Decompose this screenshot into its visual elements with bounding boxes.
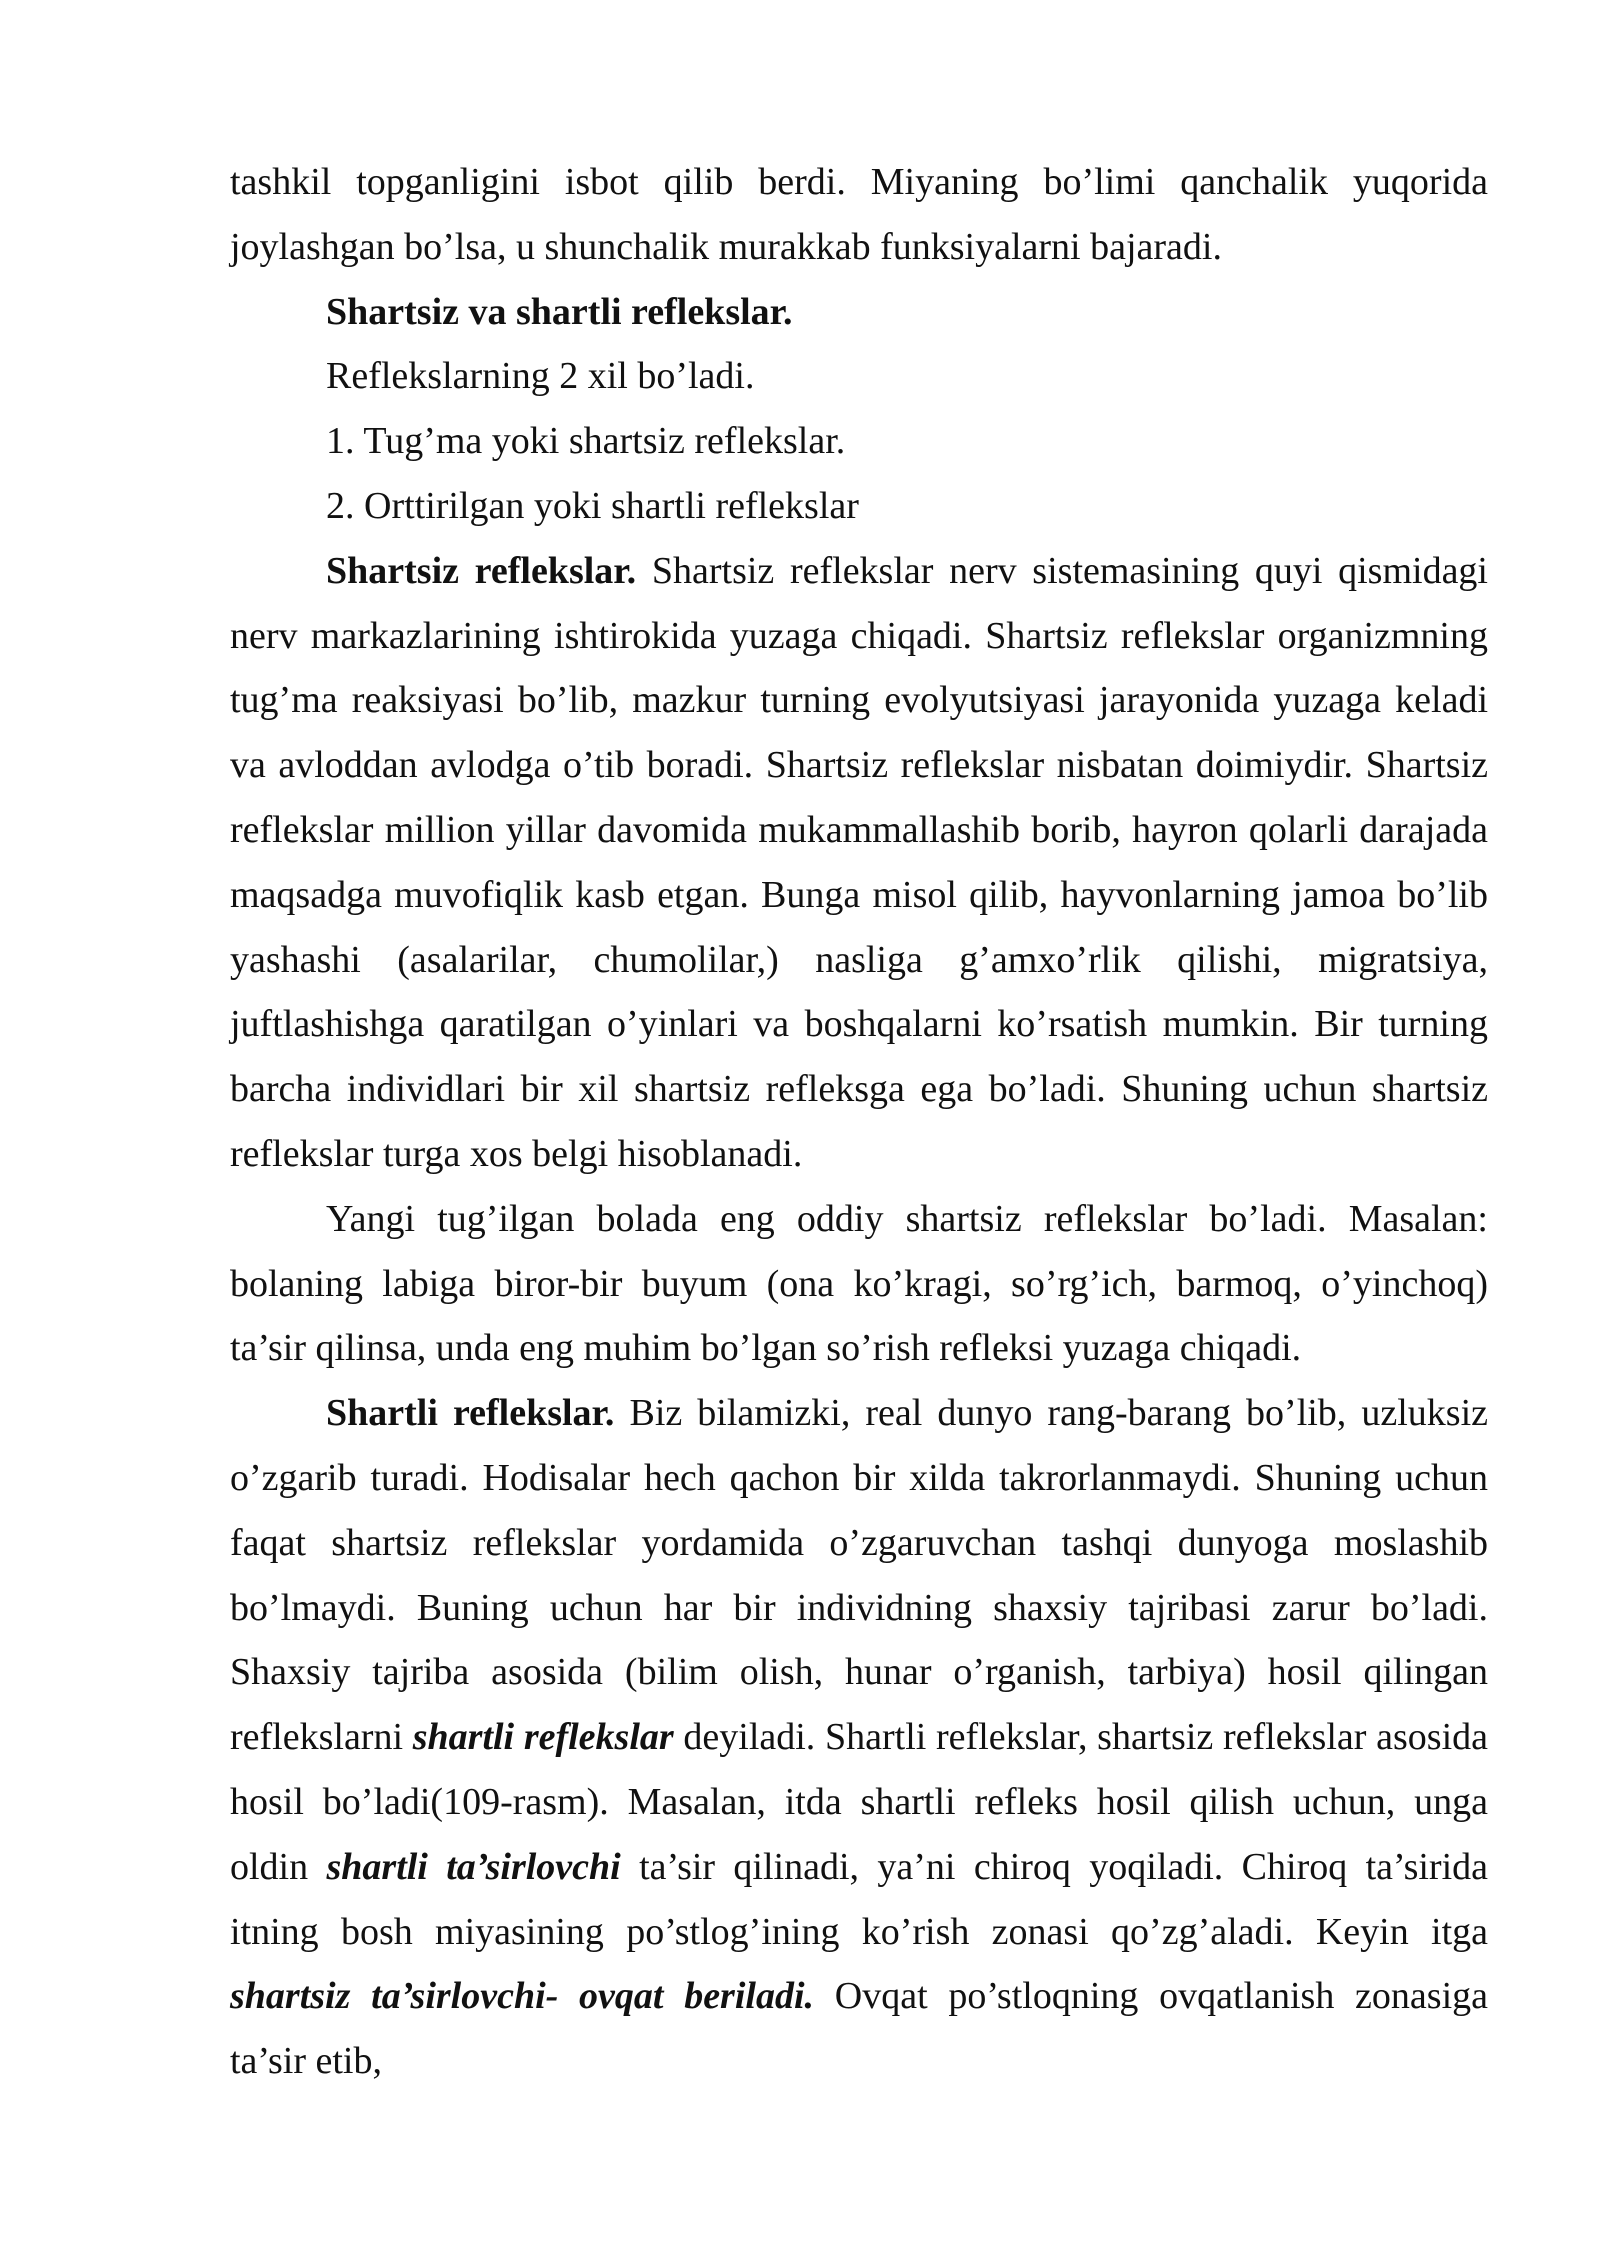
conditioned-reflexes-term-1: shartli reflekslar [412,1716,674,1759]
reflex-type-2: 2. Orttirilgan yoki shartli reflekslar [326,484,859,527]
conditioned-reflexes-text-a: Biz bilamizki, real dunyo rang-barang bo’lib, uzluksiz o’zgarib turadi. Hodisalar hech qachon bir xilda takrorlanmaydi. Shuning uchun faqat shartsiz reflekslar yordamida o’zgaruvchan tashqi dunyoga moslashib bo’lmaydi. Buning uchun har bir individning shaxsiy tajribasi zarur bo’ladi. Shaxsiy tajriba asosida (bilim olish, hunar o’rganish, tarbiya) hosil qilingan reflekslarni [230,1392,1488,1759]
document-page [230,150,1488,2094]
conditioned-reflexes-lead: Shartli reflekslar. [326,1392,615,1435]
conditioned-reflexes-term-2: shartli ta’sirlovchi [326,1845,621,1888]
conditioned-reflexes-term-3: shartsiz ta’sirlovchi- ovqat beriladi. [230,1975,815,2018]
conditioned-reflexes-text-d: Ovqat po’stloqning ovqatlanish zonasiga ta’sir etib, [230,1975,1488,2083]
reflex-types-intro: Reflekslarning 2 xil bo’ladi. [326,355,755,398]
reflex-type-1: 1. Tug’ma yoki shartsiz reflekslar. [326,420,846,463]
section-heading [230,280,1488,345]
paragraph-newborn-reflexes: Yangi tug’ilgan bolada eng oddiy shartsiz reflekslar bo’ladi. Masalan: bolaning labiga biror-bir buyum (ona ko’kragi, so’rg’ich, barmoq, o’yinchoq) ta’sir qilinsa, unda eng muhim bo’lgan so’rish refleksi yuzaga chiqadi. [230,1197,1488,1370]
unconditioned-reflexes-lead: Shartsiz reflekslar. [326,549,637,592]
paragraph-conditioned-reflexes [230,1381,1488,2094]
conditioned-reflexes-text-b: deyiladi. Shartli reflekslar, shartsiz reflekslar asosida hosil bo’ladi(109-rasm). Masalan, itda shartli refleks hosil qilish uchun, unga oldin [230,1716,1488,1888]
section-heading-text: Shartsiz va shartli reflekslar. [326,290,793,333]
paragraph-unconditioned-reflexes [230,539,1488,1187]
conditioned-reflexes-text-c: ta’sir qilinadi, ya’ni chiroq yoqiladi. Chiroq ta’sirida itning bosh miyasining po’stlog’ining ko’rish zonasi qo’zg’aladi. Keyin itga [230,1845,1488,1953]
paragraph-continuation: tashkil topganligini isbot qilib berdi. Miyaning bo’limi qanchalik yuqorida joylashgan bo’lsa, u shunchalik murakkab funksiyalarni bajaradi. [230,161,1488,268]
unconditioned-reflexes-text: Shartsiz reflekslar nerv sistemasining quyi qismidagi nerv markazlarining ishtirokida yuzaga chiqadi. Shartsiz reflekslar organizmning tug’ma reaksiyasi bo’lib, mazkur turning evolyutsiyasi jarayonida yuzaga keladi va avloddan avlodga o’tib boradi. Shartsiz reflekslar nisbatan doimiydir. Shartsiz reflekslar million yillar davomida mukammallashib borib, hayron qolarli darajada maqsadga muvofiqlik kasb etgan. Bunga misol qilib, hayvonlarning jamoa bo’lib yashashi (asalarilar, chumolilar,) nasliga g’amxo’rlik qilishi, migratsiya, juftlashishga qaratilgan o’yinlari va boshqalarni ko’rsatish mumkin. Bir turning barcha individlari bir xil shartsiz refleksga ega bo’ladi. Shuning uchun shartsiz reflekslar turga xos belgi hisoblanadi. [230,549,1488,1175]
